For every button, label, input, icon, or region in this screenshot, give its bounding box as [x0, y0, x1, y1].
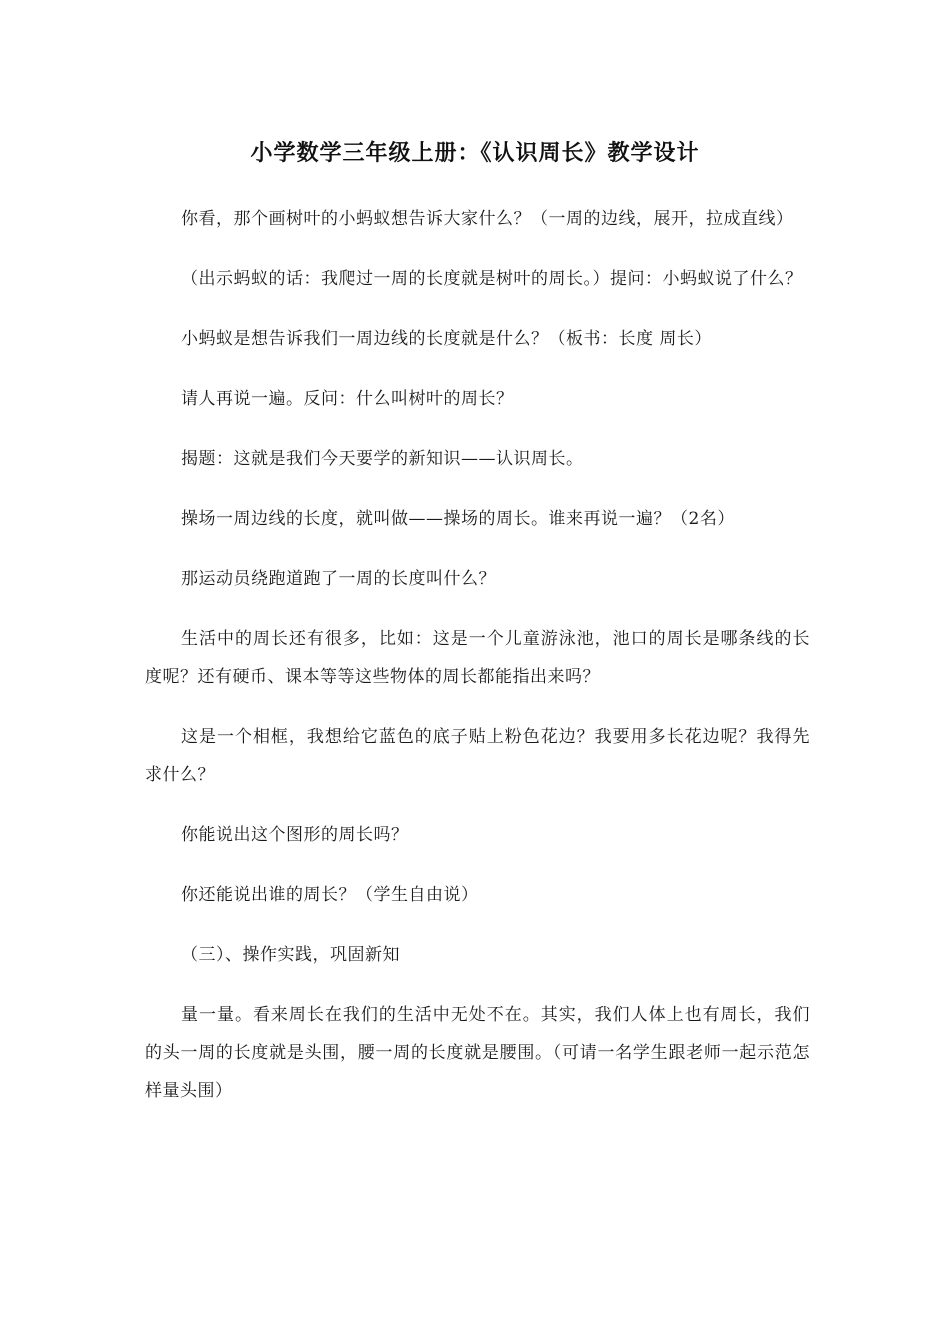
paragraph: 你还能说出谁的周长？（学生自由说）: [181, 885, 479, 905]
paragraph: 这是一个相框，我想给它蓝色的底子贴上粉色花边？我要用多长花边呢？我得先求什么？: [145, 727, 810, 785]
paragraph: 那运动员绕跑道跑了一周的长度叫什么？: [181, 569, 496, 589]
paragraph: 请人再说一遍。反问：什么叫树叶的周长？: [181, 389, 514, 409]
paragraph: 操场一周边线的长度，就叫做——操场的周长。谁来再说一遍？（2名）: [181, 509, 735, 529]
paragraph: 生活中的周长还有很多，比如：这是一个儿童游泳池，池口的周长是哪条线的长度呢？还有硬币、课本等等这些物体的周长都能指出来吗？: [145, 629, 810, 687]
section-heading: （三）、操作实践，巩固新知: [181, 945, 400, 965]
document-title: 小学数学三年级上册：《认识周长》教学设计: [250, 141, 700, 166]
paragraph: 小蚂蚁是想告诉我们一周边线的长度就是什么？（板书：长度 周长）: [181, 329, 712, 349]
paragraph: （出示蚂蚁的话：我爬过一周的长度就是树叶的周长。）提问：小蚂蚁说了什么？: [181, 269, 803, 289]
document-body: [145, 200, 810, 1132]
paragraph: 量一量。看来周长在我们的生活中无处不在。其实，我们人体上也有周长，我们的头一周的长度就是头围，腰一周的长度就是腰围。（可请一名学生跟老师一起示范怎样量头围）: [145, 1005, 810, 1101]
paragraph: 揭题：这就是我们今天要学的新知识——认识周长。: [181, 449, 584, 469]
paragraph: 你看，那个画树叶的小蚂蚁想告诉大家什么？（一周的边线，展开，拉成直线）: [181, 209, 794, 229]
paragraph: 你能说出这个图形的周长吗？: [181, 825, 409, 845]
